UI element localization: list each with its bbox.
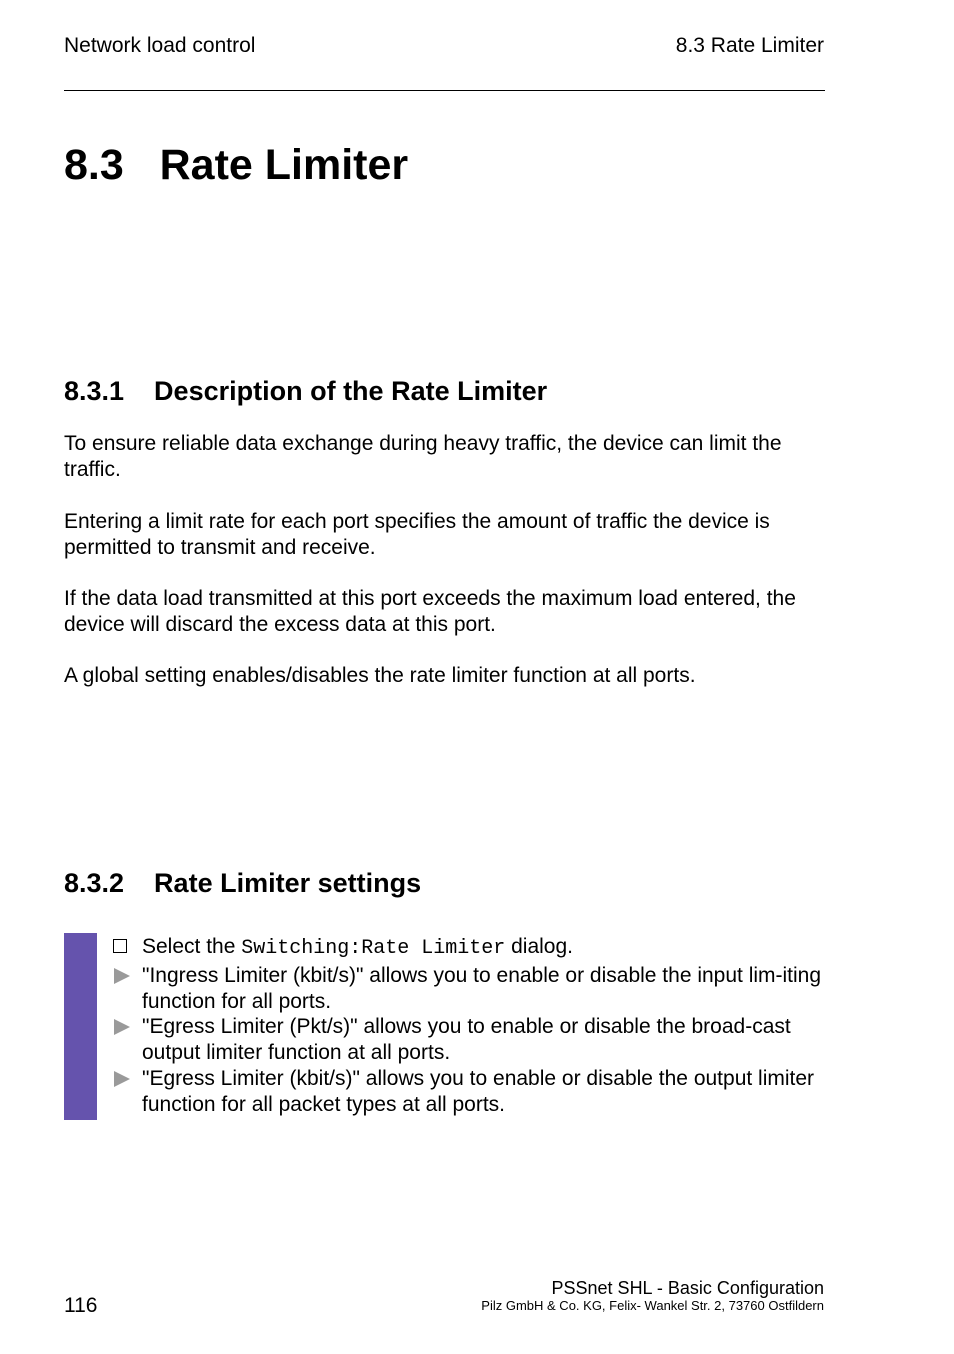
result-item	[112, 1014, 832, 1066]
section-heading-settings: 8.3.2 Rate Limiter settings	[64, 868, 422, 898]
step-suffix: dialog.	[505, 935, 573, 958]
result-item	[112, 963, 832, 1015]
running-header-section: 8.3 Rate Limiter	[675, 34, 824, 57]
paragraph: To ensure reliable data exchange during heavy traffic, the device can limit the traffic.	[64, 432, 782, 481]
result-text: "Ingress Limiter (kbit/s)" allows you to enable or disable the input lim-iting function for all ports.	[142, 964, 822, 1013]
paragraph: If the data load transmitted at this port exceeds the maximum load entered, the device will discard the excess data at this port.	[64, 587, 796, 636]
result-item	[112, 1066, 832, 1118]
result-arrow-icon	[114, 968, 130, 984]
page-title: 8.3 Rate Limiter	[64, 141, 409, 189]
instruction-sidebar-bar	[64, 933, 97, 1120]
page-number: 116	[64, 1294, 98, 1317]
checkbox-icon	[113, 939, 127, 953]
header-rule	[64, 90, 825, 91]
result-arrow-icon	[114, 1019, 130, 1035]
result-text: "Egress Limiter (kbit/s)" allows you to enable or disable the output limiter function for all packet types at all ports.	[142, 1067, 815, 1116]
running-header-chapter: Network load control	[64, 34, 256, 57]
paragraph: A global setting enables/disables the rate limiter function at all ports.	[64, 664, 696, 687]
instruction-step	[112, 934, 832, 962]
section-heading-description: 8.3.1 Description of the Rate Limiter	[64, 376, 548, 406]
step-prefix: Select the	[142, 935, 242, 958]
footer-document-title: PSSnet SHL - Basic Configuration	[551, 1278, 824, 1298]
dialog-path: Switching:Rate Limiter	[241, 937, 506, 960]
result-arrow-icon	[114, 1071, 130, 1087]
result-text: "Egress Limiter (Pkt/s)" allows you to enable or disable the broad-cast output limiter function at all ports.	[142, 1015, 791, 1064]
paragraph: Entering a limit rate for each port specifies the amount of traffic the device is permitted to transmit and receive.	[64, 510, 770, 559]
footer-address: Pilz GmbH & Co. KG, Felix- Wankel Str. 2, 73760 Ostfildern	[481, 1298, 824, 1313]
